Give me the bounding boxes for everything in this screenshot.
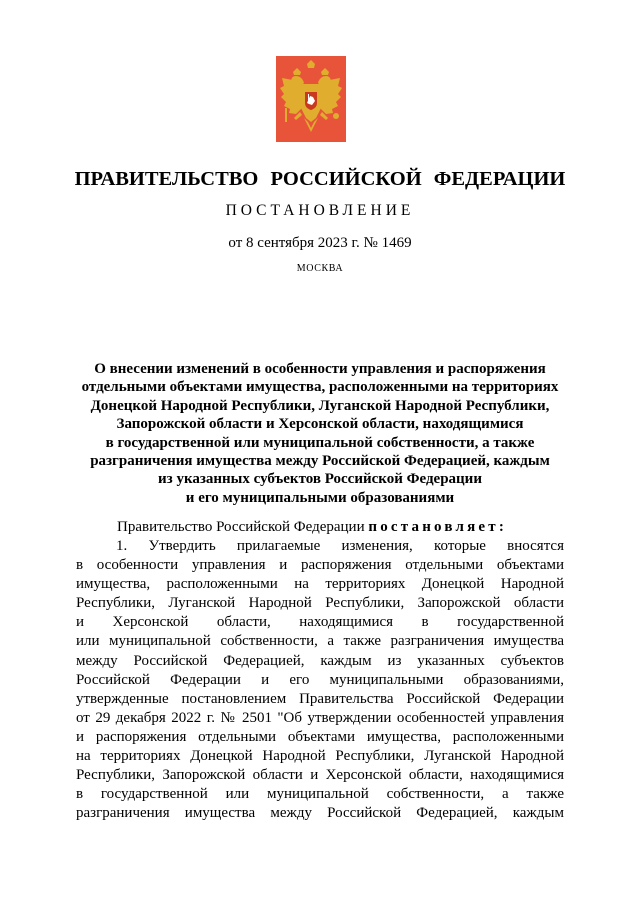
body-line: в особенности управления и распоряжения отдельными объектами bbox=[76, 557, 564, 574]
body-paragraph bbox=[76, 537, 564, 823]
title-line: О внесении изменений в особенности управления и распоряжения bbox=[94, 361, 546, 377]
body-line: 1. Утвердить прилагаемые изменения, которые вносятся bbox=[116, 538, 564, 554]
body-line: Российской Федерации и его муниципальными образованиями, bbox=[76, 671, 564, 688]
title-line: и его муниципальными образованиями bbox=[185, 489, 455, 506]
document-title bbox=[60, 360, 580, 507]
body-line: и Херсонской области, находящимися в государственной bbox=[76, 614, 564, 631]
body-line: между Российской Федерацией, каждым из указанных субъектов bbox=[76, 652, 564, 669]
double-headed-eagle-icon bbox=[276, 56, 346, 142]
document-city: МОСКВА bbox=[296, 263, 344, 274]
title-line: в государственной или муниципальной собственности, а также bbox=[105, 434, 535, 451]
body-line: имущества, расположенными на территориях Донецкой Народной bbox=[76, 576, 564, 593]
coat-of-arms-emblem bbox=[276, 56, 346, 142]
government-name-heading: ПРАВИТЕЛЬСТВО РОССИЙСКОЙ ФЕДЕРАЦИИ bbox=[74, 168, 566, 190]
body-line: Республики, Луганской Народной Республики, Запорожской области bbox=[76, 595, 564, 612]
body-line: утвержденные постановлением Правительства Российской Федерации bbox=[76, 690, 564, 707]
title-line: отдельными объектами имущества, расположенными на территориях bbox=[81, 379, 559, 396]
body-line: Республики, Запорожской области и Херсонской области, находящимися bbox=[76, 767, 564, 784]
document-type-label: ПОСТАНОВЛЕНИЕ bbox=[225, 202, 415, 219]
title-line: Донецкой Народной Республики, Луганской Народной Республики, bbox=[90, 397, 550, 414]
title-line: разграничения имущества между Российской Федерацией, каждым bbox=[90, 453, 550, 470]
body-line: или муниципальной собственности, а также разграничения имущества bbox=[76, 633, 564, 650]
body-line: и распоряжения отдельными объектами имущества, расположенными bbox=[76, 728, 564, 745]
title-line: Запорожской области и Херсонской области, находящимися bbox=[116, 416, 524, 433]
title-line: из указанных субъектов Российской Федерации bbox=[158, 471, 482, 488]
body-line: в государственной или муниципальной собственности, а также bbox=[76, 786, 564, 803]
body-line: на территориях Донецкой Народной Республики, Луганской Народной bbox=[76, 748, 564, 765]
body-line: разграничения имущества между Российской Федерацией, каждым bbox=[76, 805, 564, 822]
preamble-text: Правительство Российской Федерации bbox=[117, 519, 365, 535]
document-date-number: от 8 сентября 2023 г. № 1469 bbox=[228, 235, 412, 251]
preamble-paragraph bbox=[117, 518, 507, 537]
body-line: от 29 декабря 2022 г. № 2501 "Об утверждении особенностей управления bbox=[76, 709, 564, 726]
decree-word: постановляет: bbox=[368, 519, 508, 535]
